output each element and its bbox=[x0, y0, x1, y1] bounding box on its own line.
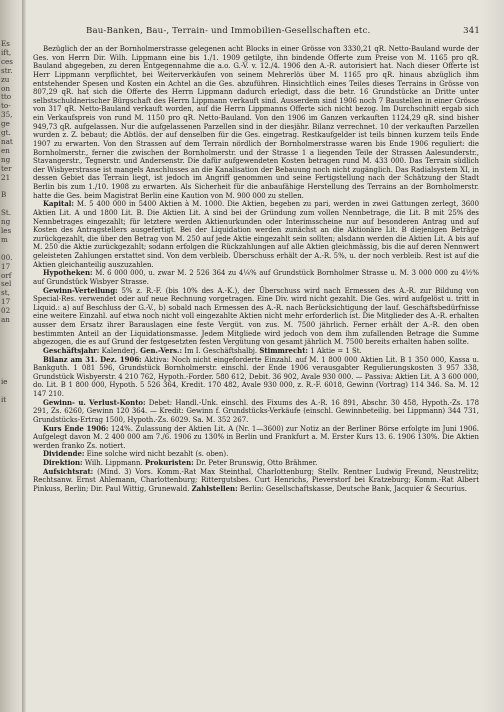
direktion-text: Wilh. Lippmann. bbox=[82, 459, 143, 467]
paragraph-dividende bbox=[33, 450, 479, 459]
hypotheken-text: M. 6 000 000, u. zwar M. 2 526 364 zu 4¼% auf Grundstück Bornholmer Strasse u. M. 3 000 000 zu 4½% auf Grundstück Wisbyer Strasse. bbox=[33, 269, 479, 286]
paragraph-gewinn-verteilung bbox=[33, 287, 479, 347]
paragraph-direktion bbox=[33, 459, 479, 468]
bilanz-text: Aktiva: Noch nicht eingeforderte Einzahl. auf M. 1 800 000 Aktien Lit. B 1 350 000, Kassa u. Bankguth. 1 081 596, Grundstück Bornholmerstr. einschl. der Ende 1906 verausgabter Regulierungskosten 3 957 338, Grundstück Wisbyerstr. 4 210 762, Hypoth.-Forder. 580 612, Debit. 36 902, Avale 930 000. — Passiva: Aktien Lit. A 3 600 000, do. Lit. B 1 800 000, Hypoth. 5 526 364, Kredit. 170 482, Avale 930 000, z. R.-F. 6018, Gewinn (Vortrag) 114 346. Sa. M. 12 147 210. bbox=[33, 355, 479, 398]
paragraph-terrain: Bezüglich der an der Bornholmerstrasse gelegenen acht Blocks in einer Grösse von 3330,21 qR. Netto-Bauland wurde der Ges. von Herrn Dir. Wilh. Lippmann eine bis 1./1. 1909 getilgte, ihn bindende Offerte zum Preise von M. 1165 pro qR. Bauland abgegeben, zu deren Entgegennahme die a.o. G.-V. v. 12./4. 1906 den A.-R. autorisiert hat. Nach dieser Offerte ist Herr Lippmann verpflichtet, bei Weiterverkäufen von seinem Mehrerlös über M. 1165 pro qR. hinaus abzüglich ihm entstehender Spesen und Kosten ein Achtel an die Ges. abzuführen. Hinsichtlich eines Teiles dieses Terrains in Grösse von 807,29 qR. hat sich die Offerte des Herrn Lippmann dadurch erledigt, dass die betr. 16 Grundstücke an Dritte unter selbstschuldnerischer Bürgschaft des Herrn Lippmann verkauft sind. Ausserdem sind 1906 noch 7 Baustellen in einer Grösse von 317 qR. Netto-Bauland verkauft worden, auf die Herrn Lippmanns Offerte sich nicht bezog. Im Durchschnitt ergab sich ein Verkaufspreis von rund M. 1150 pro qR. Netto-Bauland. Von den 1906 im Ganzen verkauften 1124,29 qR. sind bisher 949,73 qR. aufgelassen. Nur die aufgelassenen Parzellen sind in der diesjähr. Bilanz verrechnet. 10 der verkauften Parzellen wurden z. Z. bebaut; die Abtlös. der auf denselben für die Ges. eingetrag. Restkaufgelder ist teils binnen kurzem teils Ende 1907 zu erwarten. Von den Strassen auf dem Terrain nördlich der Bornholmerstrasse waren bis Ende 1906 reguliert: die Bornholmerstr., ferner die zwischen der Bornholmerstr. und der Strasse 1 a liegenden Teile der Strassen Aalesunderstr., Stavangerstr., Tegnerstr. und Andersenstr. Die dafür aufgewendeten Kosten betragen rund M. 433 000. Das Terrain südlich der Wisbyerstrasse ist mangels Anschlusses an die Kanalisation der Bebauung noch nicht zugänglich. Das Radialsystem XI, in dessen Gebiet das Terrain liegt, ist jedoch im Angriff genommen und seine Fertigstellung nach der Schätzung der Stadt Berlin bis zum 1./10. 1908 zu erwarten. Als Sicherheit für die anbaufähige Herstellung des Terrains an der Bornholmerstr. hatte die Ges. beim Magistrat Berlin eine Kaution von M. 900 000 zu stellen. bbox=[33, 45, 479, 200]
gewinn-verlust-label: Gewinn- u. Verlust-Konto: bbox=[43, 397, 146, 407]
page-body bbox=[33, 45, 479, 709]
stimmrecht-label: Stimmrecht: bbox=[259, 345, 308, 355]
zahlstellen-text: Berlin: Gesellschaftskasse, Deutsche Bank, Jacquier & Securius. bbox=[237, 484, 467, 493]
geschaeftsjahr-text: Kalenderj. bbox=[99, 346, 138, 355]
bilanz-label: Bilanz am 31. Dez. 1906: bbox=[43, 354, 142, 364]
dividende-label: Dividende: bbox=[43, 449, 85, 459]
paragraph-kapital bbox=[33, 200, 479, 269]
paragraph-kurs bbox=[33, 425, 479, 451]
dividende-text: Eine solche wird nicht bezahlt (s. oben). bbox=[84, 450, 229, 459]
paragraph-bilanz bbox=[33, 356, 479, 399]
aufsichtsrat-text: (Mind. 3) Vors. Komm.-Rat Max Steinthal, Charlottenburg; Stellv. Rentner Ludwig Freund, Neustrelitz; Rechtsanw. Ernst Ahlemann, Charlottenburg; Rittergutsbes. Curt Henrichs, Pieverstorf bei Kratzeburg; Komm.-Rat Albert Pinkuss, Berlin; Dir. Paul Wittig, Grunewald. bbox=[33, 467, 479, 493]
header-title: Bau-Banken, Bau-, Terrain- und Immobilien-Gesellschaften etc. bbox=[86, 26, 371, 36]
gutter-fragments: Es ift, ces str. zu on tto to- 35, ge gt. nat en ng ter 21 B St. ng les m 00. 17 orf sel st, 17 02 an ie it bbox=[1, 40, 13, 405]
geschaeftsjahr-label: Geschäftsjahr: bbox=[43, 345, 100, 355]
direktion-label: Direktion: bbox=[43, 458, 83, 467]
paragraph-gewinn-verlust bbox=[33, 399, 479, 425]
paragraph-hypotheken bbox=[33, 269, 479, 286]
previous-page-gutter bbox=[0, 0, 22, 712]
stimmrecht-text: 1 Aktie = 1 St. bbox=[308, 346, 362, 355]
aufsichtsrat-label: Aufsichtsrat: bbox=[43, 466, 94, 476]
gewinn-verlust-text: Debet: Handl.-Unk. einschl. des Fixums des A.-R. 16 891, Abschr. 30 458, Hypoth.-Zs. 178 291, Zs. 6260, Gewinn 120 364. — Kredit: Gewinn f. Grundstücks-Verkäufe (einschl. Gewinnbeteilig. bei Lippmann) 344 731, Grundstücks-Ertrag 1500, Hypoth.-Zs. 6029. Sa. M. 352 267. bbox=[33, 398, 479, 424]
page-fold bbox=[22, 0, 26, 712]
zahlstellen-label: Zahlstellen: bbox=[191, 483, 238, 493]
gen-vers-text: Im I. Geschäftshalbj. bbox=[182, 346, 258, 355]
gen-vers-label: Gen.-Vers.: bbox=[140, 345, 183, 355]
hypotheken-label: Hypotheken: bbox=[43, 268, 93, 278]
kurs-text: 124%. Zulassung der Aktien Lit. A (Nr. 1—3600) zur Notiz an der Berliner Börse erfolgte im Juni 1906. Aufgelegt davon M. 2 400 000 am 7./6. 1906 zu 130% in Berlin und Frankfurt a. M. Erster Kurs 13. 6. 1906 130%. Die Aktien werden franko Zs. notiert. bbox=[33, 424, 479, 450]
gewinn-verteilung-label: Gewinn-Verteilung: bbox=[43, 285, 118, 295]
kurs-label: Kurs Ende 1906: bbox=[43, 423, 109, 433]
paragraph-aufsichtsrat bbox=[33, 468, 479, 494]
page-number: 341 bbox=[463, 26, 480, 36]
kapital-label: Kapital: bbox=[43, 199, 74, 209]
kapital-text: M. 5 400 000 in 5400 Aktien à M. 1000. Die Aktien, begeben zu pari, werden in zwei Gattungen zerlegt, 3600 Aktien Lit. A und 1800 Lit. B. Die Aktien Lit. A sind bei der Gründung zum vollen Nennbetrage, die Lit. B mit 25% des Nennbetrages eingezahlt; für letztere werden Aktienurkunden oder Interimsscheine nur auf besonderen Antrag und auf Kosten des Antragstellers ausgefertigt. Bei der Liquidation werden zunächst an die Aktionäre Lit. B diejenigen Beträge zurückgezahlt, die über den Betrag von M. 250 auf jede Aktie eingezahlt sein sollten; alsdann werden die Aktien Lit. A bis auf M. 250 die Aktie zurückgezahlt; sodann erfolgen die Rückzahlungen auf alle Aktien gleichmässig, bis die auf deren Nennwert geleisteten Zahlungen erstattet sind. Von dem verbleib. Überschuss erhält der A.-R. 5%, u. der noch verbleib. Rest ist auf die Aktien gleichanteilig auszuzahlen. bbox=[33, 200, 479, 269]
gewinn-verteilung-text: 5% z. R.-F. (bis 10% des A.-K.), der Überschuss wird nach Ermessen des A.-R. zur Bildung von Special-Res. verwendet oder auf neue Rechnung vorgetragen. Eine Div. wird nicht gezahlt. Die Ges. wird aufgelöst u. tritt in Liquid.: a) auf Beschluss der G.-V., b) sobald nach Ermessen des A.-R. nach Berücksichtigung der lauf. Geschäftsbedürfnisse eine weitere Einzahl. auf etwa noch nicht voll eingezahlte Aktien nicht mehr erforderlich ist. Die Mitglieder des A.-R. erhalten ausser dem Ersatz ihrer Barauslagen eine feste Vergüt. von zus. M. 7500 jährlich. Ferner erhält der A.-R. den oben bestimmten Anteil an der Liquidationsmasse. Jedem Mitgliede wird jedoch von dem ihm zufallenden Betrage die Summe abgezogen, die es auf Grund der festgesetzten festen Vergütung von gesamt jährlich M. 7500 bereits erhalten haben sollte. bbox=[33, 286, 479, 347]
prokuristen-label: Prokuristen: bbox=[144, 458, 194, 467]
page-edge-shadow bbox=[480, 0, 504, 712]
prokuristen-text: Dr. Peter Brunswig, Otto Brähmer. bbox=[193, 459, 318, 467]
